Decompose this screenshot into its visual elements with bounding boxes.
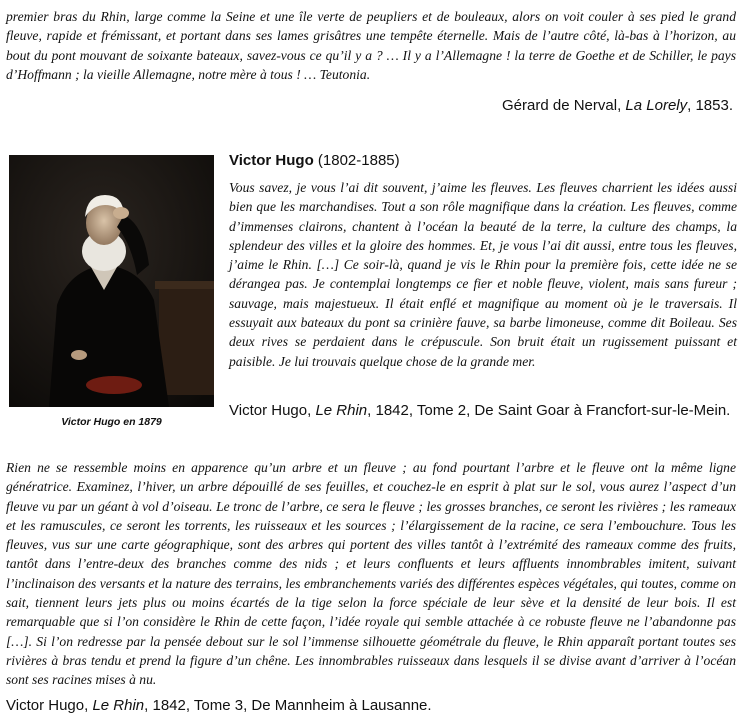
section-heading: Victor Hugo (1802-1885) <box>229 152 400 169</box>
portrait-illustration <box>9 155 214 407</box>
hugo-attribution-1: Victor Hugo, Le Rhin, 1842, Tome 2, De Saint Goar à Francfort-sur-le-Mein. <box>229 402 731 419</box>
intro-paragraph: premier bras du Rhin, large comme la Seine et une île verte de peupliers et de bouleaux, alors on voit couler à ses pied le grand fleuve, rapide et frémissant, et portant dans ses lames grisâtres une tempête éternelle. Mais de l’autre côté, là-bas à l’horizon, au bout du pont mouvant de soixante bateaux, savez-vous ce qu’il y a ? … Il y a l’Allemagne ! la terre de Goethe et de Schiller, le pays d’Hoffmann ; la vieille Allemagne, notre mère à tous ! … Teutonia. <box>6 9 736 82</box>
hugo-quote-2: Rien ne se ressemble moins en apparence qu’un arbre et un fleuve ; au fond pourtant l’arbre et le fleuve ont la même ligne génératrice. Examinez, l’hiver, un arbre dépouillé de ses feuilles, et couchez-le en esprit à plat sur le sol, vous aurez l’aspect d’un fleuve vu par un géant à vol d’oiseau. Le tronc de l’arbre, ce sera le fleuve ; les grosses branches, ce seront les rivières ; les rameaux et les ramuscules, ce seront les torrents, les ruisseaux et les sources ; l’élargissement de la racine, ce sera l’embouchure. Tous les fleuves, vus sur une carte géographique, sont des arbres qui portent des villes tantôt à l’extrémité des rameaux comme des fruits, tantôt dans l’entre-deux des branches comme des nids ; et leurs confluents et leurs affluents innombrables imitent, suivant l’inclinaison des versants et la nature des terrains, les embranchements variés des différentes espèces végétales, qui toutes, comme on sait, tiennent leurs jets plus ou moins écartés de la tige selon la force spéciale de leur sève et la densité de leur bois. Il est remarquable que si l’on considère le Rhin de cette façon, l’idée royale qui semble attachée à ce robuste fleuve ne l’abandonne pas […]. Si l’on redresse par la pensée debout sur le sol l’immense silhouette géométrale du fleuve, le Rhin apparaît portant toutes ses rivières à bras tendu et prend la figure d’un chêne. Les innombrables ruisseaux dans lesquels il se divise avant d’arriver à l’océan sont ses racines mises à nu. <box>6 460 736 688</box>
victor-hugo-portrait <box>9 155 214 407</box>
hugo-quote-1: Vous savez, je vous l’ai dit souvent, j’aime les fleuves. Les fleuves charrient les idées aussi bien que les marchandises. Tout a son rôle magnifique dans la création. Les fleuves, comme d’immenses clairons, chantent à l’océan la beauté de la terre, la culture des champs, la splendeur des villes et la gloire des hommes. Et, je vous l’ai dit aussi, entre tous les fleuves, j’aime le Rhin. […] Ce soir-là, quand je vis le Rhin pour la première fois, cette idée ne se dérangea pas. Je contemplai longtemps ce fier et noble fleuve, violent, mais sans fureur ; sauvage, mais majestueux. Il était enflé et magnifique au moment où je le traversais. Il essuyait aux bateaux du pont sa crinière fauve, sa barbe limoneuse, comme dit Boileau. Ses deux rives se perdaient dans le crépuscule. Son bruit était un rugissement puissant et paisible. Je lui trouvais quelque chose de la grande mer. <box>229 180 737 369</box>
hugo-attribution-2: Victor Hugo, Le Rhin, 1842, Tome 3, De Mannheim à Lausanne. <box>6 697 432 714</box>
nerval-attribution: Gérard de Nerval, La Lorely, 1853. <box>502 97 733 114</box>
portrait-caption: Victor Hugo en 1879 <box>61 416 162 428</box>
